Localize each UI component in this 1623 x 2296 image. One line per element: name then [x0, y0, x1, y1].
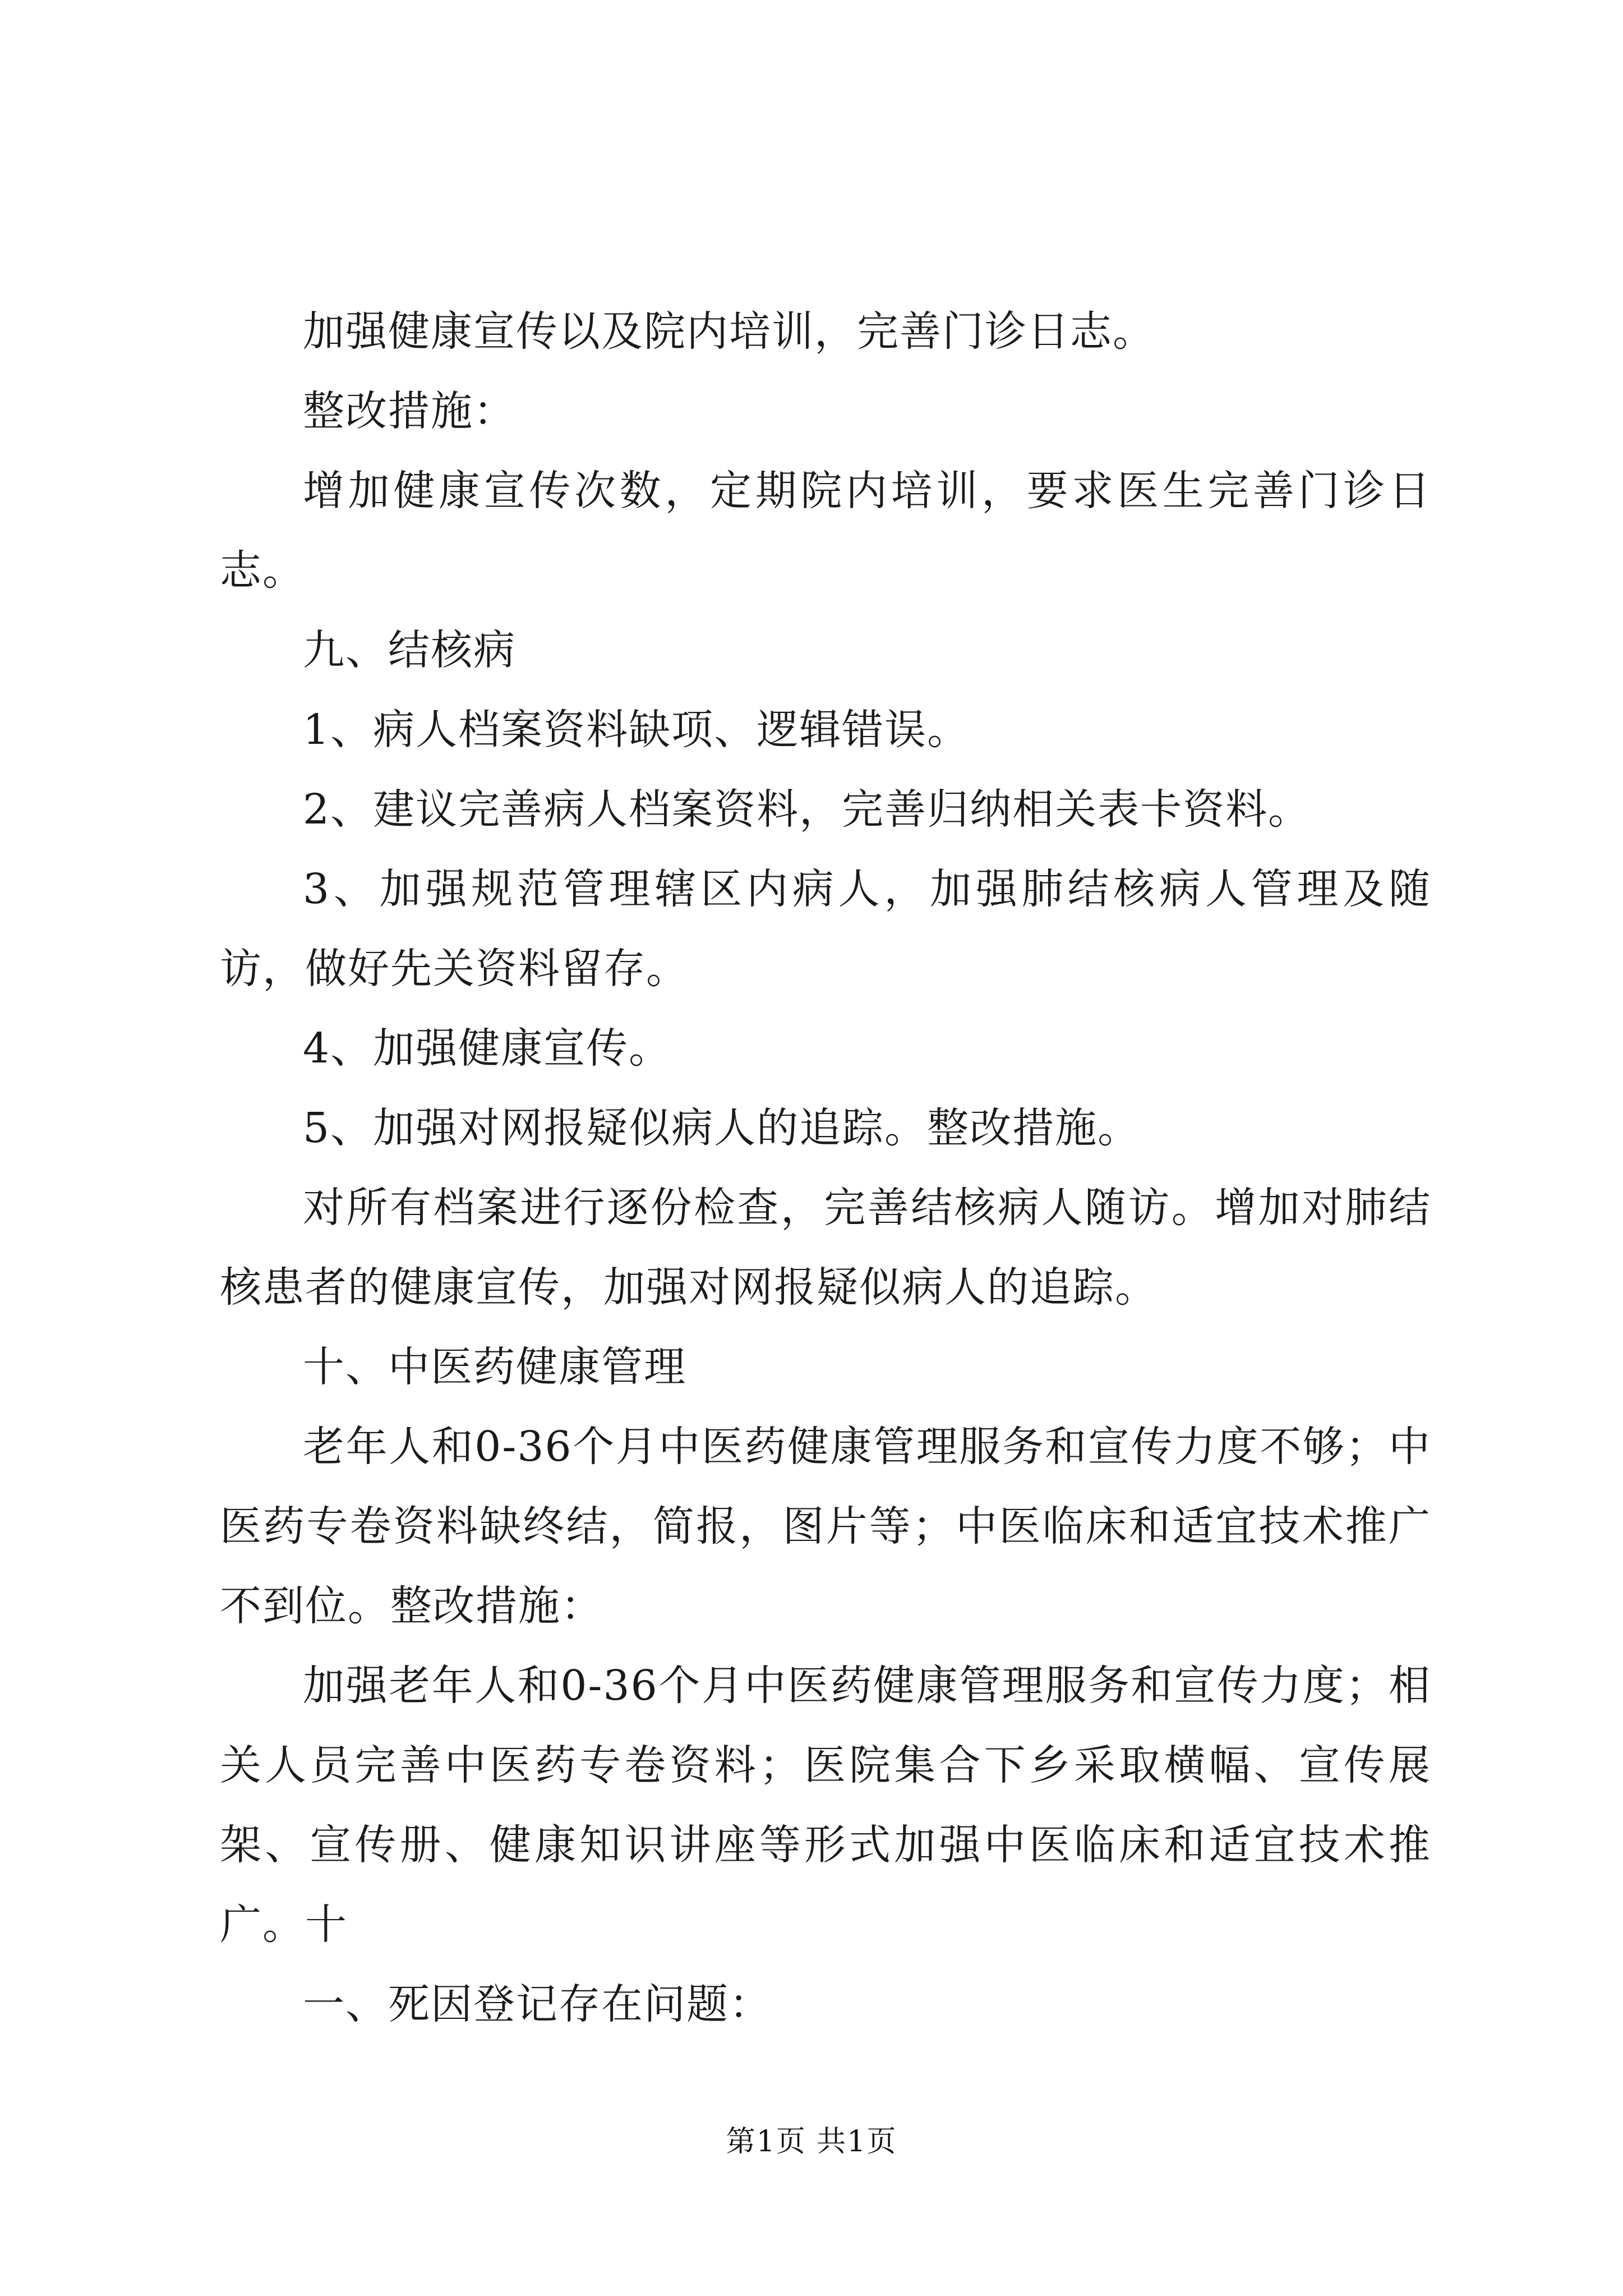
list-item: 3、加强规范管理辖区内病人，加强肺结核病人管理及随访，做好先关资料留存。: [220, 865, 1431, 993]
paragraph: 增加健康宣传次数，定期院内培训，要求医生完善门诊日志。: [220, 467, 1431, 595]
list-item: 1、病人档案资料缺项、逻辑错误。: [303, 706, 970, 754]
paragraph: 加强老年人和0-36个月中医药健康管理服务和宣传力度；相关人员完善中医药专卷资料；医院集合下乡采取横幅、宣传展架、宣传册、健康知识讲座等形式加强中医临床和适宜技术推广。十: [220, 1662, 1431, 1949]
section-heading: 九、结核病: [303, 626, 516, 674]
paragraph: 整改措施：: [303, 387, 516, 435]
paragraph: 老年人和0-36个月中医药健康管理服务和宣传力度不够；中医药专卷资料缺终结，简报，图片等；中医临床和适宜技术推广不到位。整改措施：: [220, 1423, 1431, 1630]
section-heading: 一、死因登记存在问题：: [303, 1980, 772, 2028]
list-item: 2、建议完善病人档案资料，完善归纳相关表卡资料。: [303, 785, 1311, 834]
document-body: [220, 292, 1431, 2044]
paragraph: 对所有档案进行逐份检查，完善结核病人随访。增加对肺结核患者的健康宣传，加强对网报疑似病人的追踪。: [220, 1184, 1431, 1312]
page-footer: 第1页 共1页: [726, 2125, 897, 2159]
list-item: 5、加强对网报疑似病人的追踪。整改措施。: [303, 1104, 1141, 1152]
paragraph: 加强健康宣传以及院内培训，完善门诊日志。: [303, 307, 1155, 356]
list-item: 4、加强健康宣传。: [303, 1024, 672, 1073]
section-heading: 十、中医药健康管理: [303, 1343, 686, 1391]
